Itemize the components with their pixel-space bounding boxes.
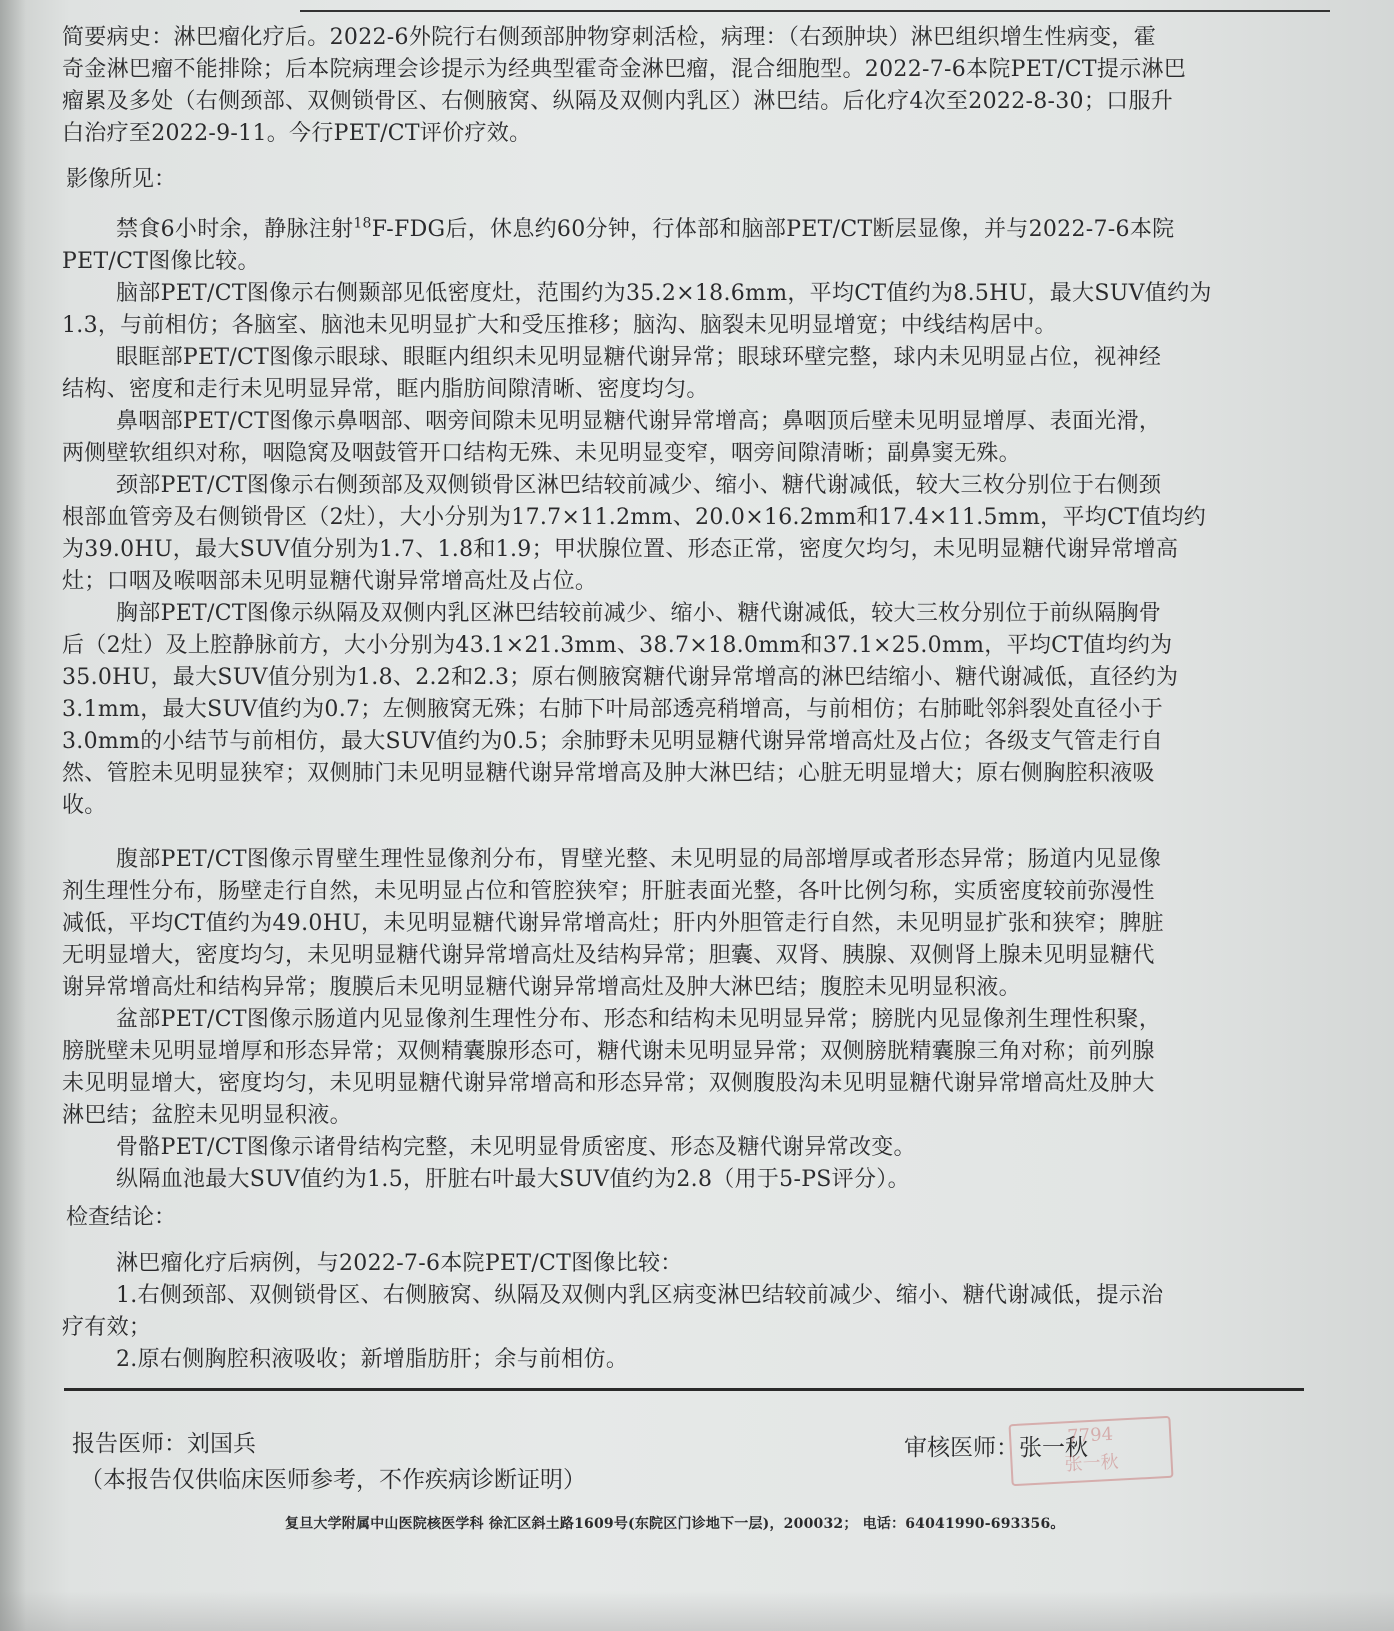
conclusion-item-2: 2.原右侧胸腔积液吸收；新增脂肪肝；余与前相仿。 — [116, 1347, 629, 1372]
disclaimer: （本报告仅供临床医师参考，不作疾病诊断证明） — [80, 1467, 586, 1493]
bottom-shadow — [0, 1591, 1394, 1631]
abdomen-findings: 腹部PET/CT图像示胃壁生理性显像剂分布，胃壁光整、未见明显的局部增厚或者形态异常；肠道内见显像 剂生理性分布，肠壁走行自然，未见明显占位和管腔狭窄；肝脏表面光整，各叶比例匀称，实质密度较前弥漫性 减低，平均CT值约为49.0HU，未见明显糖代谢异常增高灶；肝内外胆管走行自然，未见明显扩张和狭窄；脾脏 无明显增大，密度均匀，未见明显糖代谢异常增高灶及结构异常；胆囊、双肾、胰腺、双侧肾上腺未见明显糖代 谢异常增高灶和结构异常；腹膜后未见明显糖代谢异常增高灶及肿大淋巴结；腹腔未见明显积液。 — [62, 847, 1164, 1000]
pelvis-findings: 盆部PET/CT图像示肠道内见显像剂生理性分布、形态和结构未见明显异常；膀胱内见显像剂生理性积聚， 膀胱壁未见明显增厚和形态异常；双侧精囊腺形态可，糖代谢未见明显异常；双侧膀胱精囊腺三角对称；前列腺 未见明显增大，密度均匀，未见明显糖代谢异常增高和形态异常；双侧腹股沟未见明显糖代谢异常增高灶及肿大 淋巴结；盆腔未见明显积液。 — [62, 1007, 1162, 1128]
reviewing-physician: 审核医师：张一秋 — [904, 1435, 1088, 1461]
nasopharynx-findings: 鼻咽部PET/CT图像示鼻咽部、咽旁间隙未见明显糖代谢异常增高；鼻咽顶后壁未见明显增厚、表面光滑， 两侧壁软组织对称，咽隐窝及咽鼓管开口结构无殊、未见明显变窄，咽旁间隙清晰；副鼻窦无殊。 — [62, 409, 1162, 466]
chest-findings: 胸部PET/CT图像示纵隔及双侧内乳区淋巴结较前减少、缩小、糖代谢减低，较大三枚分别位于前纵隔胸骨 后（2灶）及上腔静脉前方，大小分别为43.1×21.3mm、38.7×18.0mm和37.1×25.0mm，平均CT值均约为 35.0HU，最大SUV值分别为1.8、2.2和2.3；原右侧腋窝糖代谢异常增高的淋巴结缩小、糖代谢减低，直径约为 3.1mm，最大SUV值约为0.7；左侧腋窝无殊；右肺下叶局部透亮稍增高，与前相仿；右肺毗邻斜裂处直径小于 3.0mm的小结节与前相仿，最大SUV值约为0.5；余肺野未见明显糖代谢异常增高灶及占位；各级支气管走行自 然、管腔未见明显狭窄；双侧肺门未见明显糖代谢异常增高及肿大淋巴结；心脏无明显增大；原右侧胸腔积液吸 收。 — [62, 601, 1179, 818]
hospital-footer: 复旦大学附属中山医院核医学科 徐汇区斜土路1609号(东院区门诊地下一层)，200032； 电话：64041990-693356。 — [285, 1516, 1065, 1532]
findings-intro — [62, 214, 1322, 278]
orbit-findings: 眼眶部PET/CT图像示眼球、眼眶内组织未见明显糖代谢异常；眼球环壁完整，球内未见明显占位，视神经 结构、密度和走行未见明显异常，眶内脂肪间隙清晰、密度均匀。 — [62, 345, 1162, 402]
findings-intro-after: F-FDG后，休息约60分钟，行体部和脑部PET/CT断层显像，并与2022-7-6本院 PET/CT图像比较。 — [62, 217, 1175, 274]
conclusion-item-1: 1.右侧颈部、双侧锁骨区、右侧腋窝、纵隔及双侧内乳区病变淋巴结较前减少、缩小、糖代谢减低，提示治 疗有效； — [62, 1283, 1164, 1340]
reporting-physician: 报告医师：刘国兵 — [72, 1431, 256, 1457]
findings-intro-before: 禁食6小时余，静脉注射 — [116, 217, 354, 242]
conclusion-heading: 检查结论： — [66, 1205, 177, 1230]
blood-pool-findings: 纵隔血池最大SUV值约为1.5，肝脏右叶最大SUV值约为2.8（用于5-PS评分）。 — [116, 1167, 910, 1192]
neck-findings: 颈部PET/CT图像示右侧颈部及双侧锁骨区淋巴结较前减少、缩小、糖代谢减低，较大三枚分别位于右侧颈 根部血管旁及右侧锁骨区（2灶），大小分别为17.7×11.2mm、20.0×16.2mm和17.4×11.5mm，平均CT值均约 为39.0HU，最大SUV值分别为1.7、1.8和1.9；甲状腺位置、形态正常，密度欠均匀，未见明显糖代谢异常增高 灶；口咽及喉咽部未见明显糖代谢异常增高灶及占位。 — [62, 473, 1207, 594]
conclusion-intro: 淋巴瘤化疗后病例，与2022-7-6本院PET/CT图像比较： — [116, 1251, 683, 1276]
top-divider — [300, 10, 1330, 12]
findings-heading: 影像所见： — [66, 167, 177, 192]
isotope-superscript: 18 — [353, 215, 372, 232]
brain-findings: 脑部PET/CT图像示右侧颞部见低密度灶，范围约为35.2×18.6mm，平均CT值约为8.5HU，最大SUV值约为 1.3，与前相仿；各脑室、脑池未见明显扩大和受压推移；脑沟、脑裂未见明显增宽；中线结构居中。 — [62, 281, 1212, 338]
medical-history: 简要病史：淋巴瘤化疗后。2022-6外院行右侧颈部肿物穿刺活检，病理：（右颈肿块）淋巴组织增生性病变，霍 奇金淋巴瘤不能排除；后本院病理会诊提示为经典型霍奇金淋巴瘤，混合细胞型。2022-7-6本院PET/CT提示淋巴 瘤累及多处（右侧颈部、双侧锁骨区、右侧腋窝、纵隔及双侧内乳区）淋巴结。后化疗4次至2022-8-30；口服升 白治疗至2022-9-11。今行PET/CT评价疗效。 — [62, 25, 1187, 146]
page-shadow — [0, 0, 26, 1631]
bone-findings: 骨骼PET/CT图像示诸骨结构完整，未见明显骨质密度、形态及糖代谢异常改变。 — [116, 1135, 916, 1160]
approval-stamp: 7794 张一秋 — [1008, 1416, 1173, 1486]
bottom-divider — [64, 1388, 1304, 1391]
